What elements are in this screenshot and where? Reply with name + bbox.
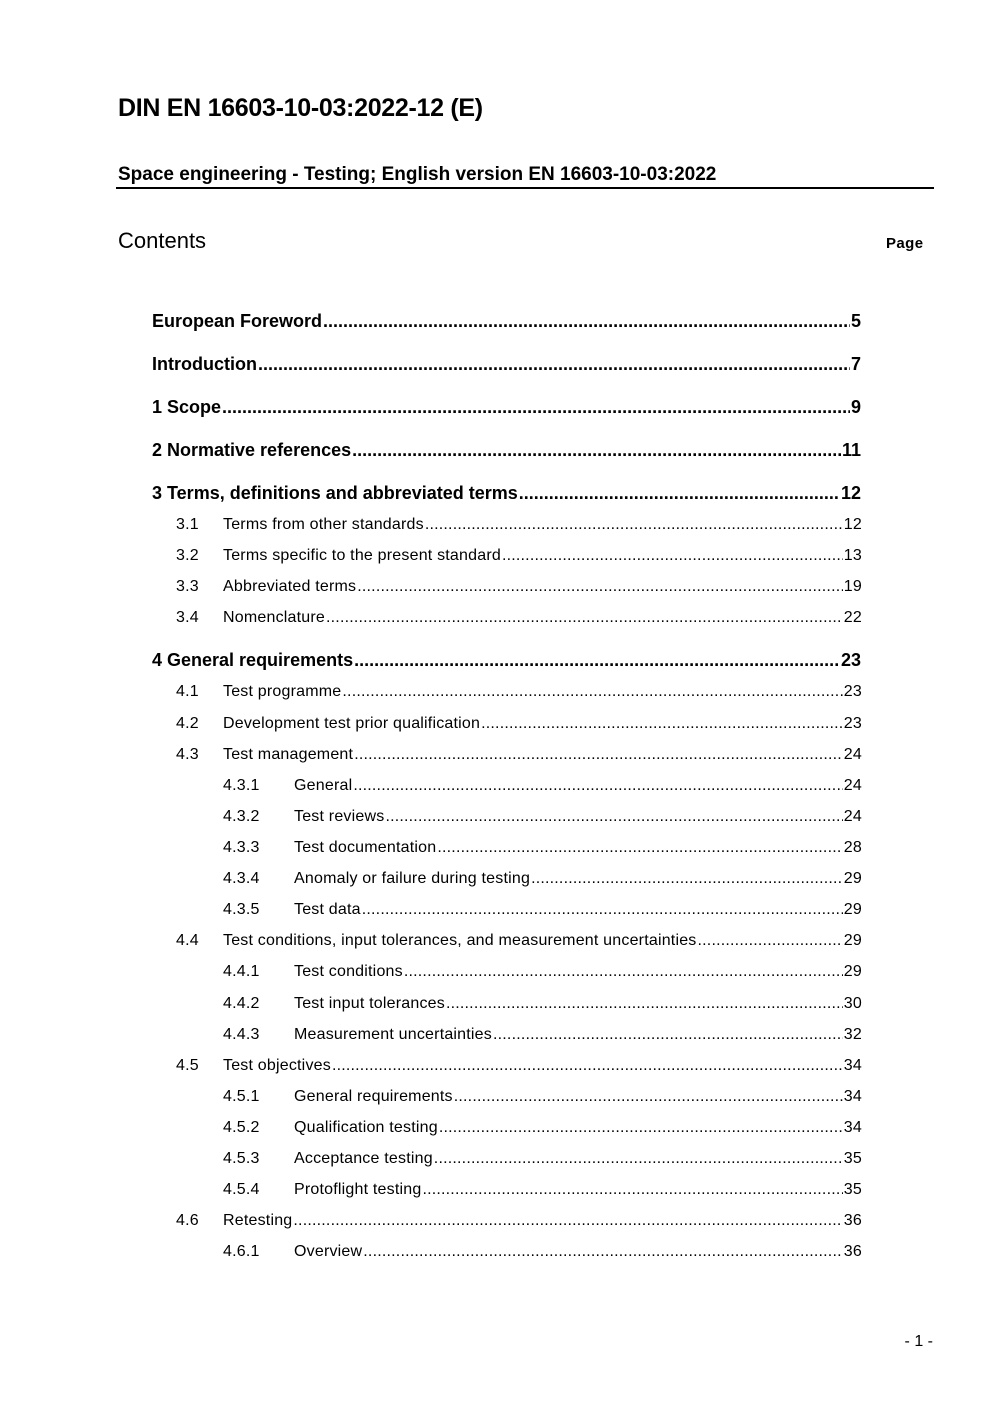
toc-dot-leader	[332, 1057, 843, 1075]
toc-entry-number: 4	[152, 650, 163, 670]
toc-entry-page: 34	[843, 1119, 862, 1136]
toc-dot-leader	[531, 870, 843, 888]
toc-entry-label: European Foreword	[152, 311, 323, 331]
toc-entry[interactable]	[223, 1119, 862, 1137]
toc-entry-page: 28	[843, 839, 862, 856]
toc-entry-number: 3.2	[176, 547, 199, 564]
toc-entry-label: Test programme	[223, 683, 342, 700]
toc-entry[interactable]	[152, 354, 861, 375]
toc-dot-leader	[385, 808, 842, 826]
toc-entry-page: 23	[843, 683, 862, 700]
toc-entry-label: Overview	[294, 1243, 363, 1260]
toc-dot-leader	[502, 547, 843, 565]
toc-entry-label: Retesting	[223, 1212, 293, 1229]
toc-entry[interactable]	[223, 1088, 862, 1106]
toc-dot-leader	[353, 777, 842, 795]
toc-entry[interactable]	[223, 808, 862, 826]
toc-entry-page: 24	[843, 746, 862, 763]
toc-entry-page: 19	[843, 578, 862, 595]
toc-entry-page: 13	[843, 547, 862, 564]
toc-entry-label: Test documentation	[294, 839, 437, 856]
toc-entry-label: Test reviews	[294, 808, 385, 825]
toc-entry-number: 4.1	[176, 683, 199, 700]
toc-entry-label: Development test prior qualification	[223, 715, 481, 732]
toc-entry[interactable]	[223, 1181, 862, 1199]
toc-dot-leader	[437, 839, 842, 857]
toc-entry-label: Terms from other standards	[223, 516, 424, 533]
toc-dot-leader	[222, 397, 850, 418]
toc-entry[interactable]	[176, 1212, 862, 1230]
toc-dot-leader	[698, 932, 843, 950]
toc-entry[interactable]	[176, 578, 862, 596]
toc-dot-leader	[363, 1243, 843, 1261]
toc-entry-number: 3.1	[176, 516, 199, 533]
toc-entry-page: 35	[843, 1181, 862, 1198]
toc-entry-number: 4.5	[176, 1057, 199, 1074]
toc-entry-number: 4.3	[176, 746, 199, 763]
footer-page-number: - 1 -	[904, 1333, 933, 1350]
page-column-heading: Page	[886, 235, 924, 252]
toc-entry[interactable]	[152, 440, 861, 461]
toc-entry[interactable]	[223, 1243, 862, 1261]
toc-entry[interactable]	[223, 1150, 862, 1168]
toc-entry-label: Test objectives	[223, 1057, 331, 1074]
toc-entry-number: 4.3.4	[223, 870, 260, 887]
toc-entry-number: 4.3.3	[223, 839, 260, 856]
toc-entry-page: 30	[843, 995, 862, 1012]
toc-entry-number: 4.5.1	[223, 1088, 260, 1105]
toc-dot-leader	[446, 995, 843, 1013]
toc-entry-label: Test management	[223, 746, 354, 763]
toc-entry-label: General requirements	[294, 1088, 453, 1105]
toc-dot-leader	[404, 963, 843, 981]
toc-entry[interactable]	[223, 963, 862, 981]
document-subtitle: Space engineering - Testing; English version EN 16603-10-03:2022	[118, 164, 717, 185]
toc-dot-leader	[422, 1181, 842, 1199]
header-rule	[116, 187, 934, 189]
toc-entry-page: 36	[843, 1243, 862, 1260]
toc-entry-label: Scope	[167, 397, 222, 417]
toc-dot-leader	[362, 901, 843, 919]
toc-entry-number: 3	[152, 483, 163, 503]
toc-entry-page: 11	[841, 440, 861, 460]
toc-entry-number: 4.6	[176, 1212, 199, 1229]
toc-entry-label: Anomaly or failure during testing	[294, 870, 531, 887]
toc-entry-page: 29	[843, 901, 862, 918]
toc-entry-number: 4.4.2	[223, 995, 260, 1012]
toc-entry-page: 7	[850, 354, 861, 374]
toc-entry-label: Terms, definitions and abbreviated terms	[167, 483, 518, 503]
toc-dot-leader	[354, 746, 843, 764]
toc-entry-label: General requirements	[167, 650, 354, 670]
toc-dot-leader	[323, 311, 850, 332]
toc-entry-page: 23	[843, 715, 862, 732]
toc-entry-page: 5	[850, 311, 861, 331]
toc-entry-page: 29	[843, 870, 862, 887]
toc-dot-leader	[342, 683, 842, 701]
toc-entry[interactable]	[223, 870, 862, 888]
toc-entry-number: 1	[152, 397, 163, 417]
toc-entry-number: 4.5.3	[223, 1150, 260, 1167]
toc-entry-label: Introduction	[152, 354, 257, 374]
contents-heading: Contents	[118, 228, 207, 253]
toc-entry-page: 32	[843, 1026, 862, 1043]
toc-entry[interactable]	[176, 516, 862, 534]
toc-entry-number: 4.5.4	[223, 1181, 260, 1198]
toc-entry[interactable]	[176, 547, 862, 565]
toc-dot-leader	[352, 440, 841, 461]
toc-entry[interactable]	[176, 715, 862, 733]
toc-entry-number: 4.5.2	[223, 1119, 260, 1136]
toc-entry[interactable]	[152, 650, 861, 671]
toc-entry[interactable]	[176, 932, 862, 950]
toc-entry-page: 29	[843, 932, 862, 949]
toc-entry-number: 3.3	[176, 578, 199, 595]
toc-entry[interactable]	[223, 1026, 862, 1044]
toc-entry[interactable]	[176, 1057, 862, 1075]
toc-entry[interactable]	[176, 683, 862, 701]
toc-entry-page: 23	[840, 650, 861, 670]
toc-dot-leader	[519, 483, 840, 504]
toc-entry-label: Protoflight testing	[294, 1181, 422, 1198]
document-title: DIN EN 16603-10-03:2022-12 (E)	[118, 94, 483, 122]
toc-dot-leader	[357, 578, 843, 596]
toc-entry-page: 24	[843, 808, 862, 825]
toc-dot-leader	[293, 1212, 842, 1230]
toc-entry[interactable]	[176, 746, 862, 764]
toc-entry-label: Test conditions, input tolerances, and measurement uncertainties	[223, 932, 697, 949]
toc-entry-number: 4.4	[176, 932, 199, 949]
toc-entry[interactable]	[152, 311, 861, 332]
toc-dot-leader	[258, 354, 850, 375]
toc-entry-page: 22	[843, 609, 862, 626]
toc-dot-leader	[326, 609, 843, 627]
toc-entry-page: 34	[843, 1057, 862, 1074]
toc-dot-leader	[493, 1026, 843, 1044]
toc-entry-label: General	[294, 777, 353, 794]
toc-entry-label: Measurement uncertainties	[294, 1026, 492, 1043]
toc-entry-label: Normative references	[167, 440, 352, 460]
toc-entry[interactable]	[176, 609, 862, 627]
toc-entry-page: 12	[843, 516, 862, 533]
toc-entry-page: 35	[843, 1150, 862, 1167]
toc-dot-leader	[354, 650, 840, 671]
toc-entry-label: Nomenclature	[223, 609, 326, 626]
toc-entry-label: Terms specific to the present standard	[223, 547, 501, 564]
toc-entry[interactable]	[152, 483, 861, 504]
toc-entry[interactable]	[223, 839, 862, 857]
toc-entry-number: 2	[152, 440, 163, 460]
toc-entry-page: 9	[850, 397, 861, 417]
toc-entry-number: 4.6.1	[223, 1243, 260, 1260]
toc-dot-leader	[425, 516, 843, 534]
toc-dot-leader	[439, 1119, 843, 1137]
toc-entry-label: Abbreviated terms	[223, 578, 357, 595]
toc-entry-label: Qualification testing	[294, 1119, 438, 1136]
toc-entry-label: Test data	[294, 901, 361, 918]
toc-entry-number: 4.3.5	[223, 901, 260, 918]
toc-entry-label: Test conditions	[294, 963, 403, 980]
toc-entry-number: 4.3.1	[223, 777, 260, 794]
toc-entry[interactable]	[223, 777, 862, 795]
toc-entry-label: Test input tolerances	[294, 995, 445, 1012]
toc-entry-label: Acceptance testing	[294, 1150, 433, 1167]
toc-entry-page: 24	[843, 777, 862, 794]
toc-dot-leader	[481, 715, 843, 733]
toc-entry-number: 3.4	[176, 609, 199, 626]
toc-entry-number: 4.2	[176, 715, 199, 732]
toc-entry-page: 34	[843, 1088, 862, 1105]
toc-entry[interactable]	[223, 995, 862, 1013]
toc-dot-leader	[454, 1088, 843, 1106]
toc-entry-page: 36	[843, 1212, 862, 1229]
toc-entry-page: 29	[843, 963, 862, 980]
toc-entry-number: 4.4.1	[223, 963, 260, 980]
toc-entry-number: 4.3.2	[223, 808, 260, 825]
toc-entry[interactable]	[152, 397, 861, 418]
toc-entry[interactable]	[223, 901, 862, 919]
toc-dot-leader	[434, 1150, 843, 1168]
toc-entry-page: 12	[840, 483, 861, 503]
toc-entry-number: 4.4.3	[223, 1026, 260, 1043]
